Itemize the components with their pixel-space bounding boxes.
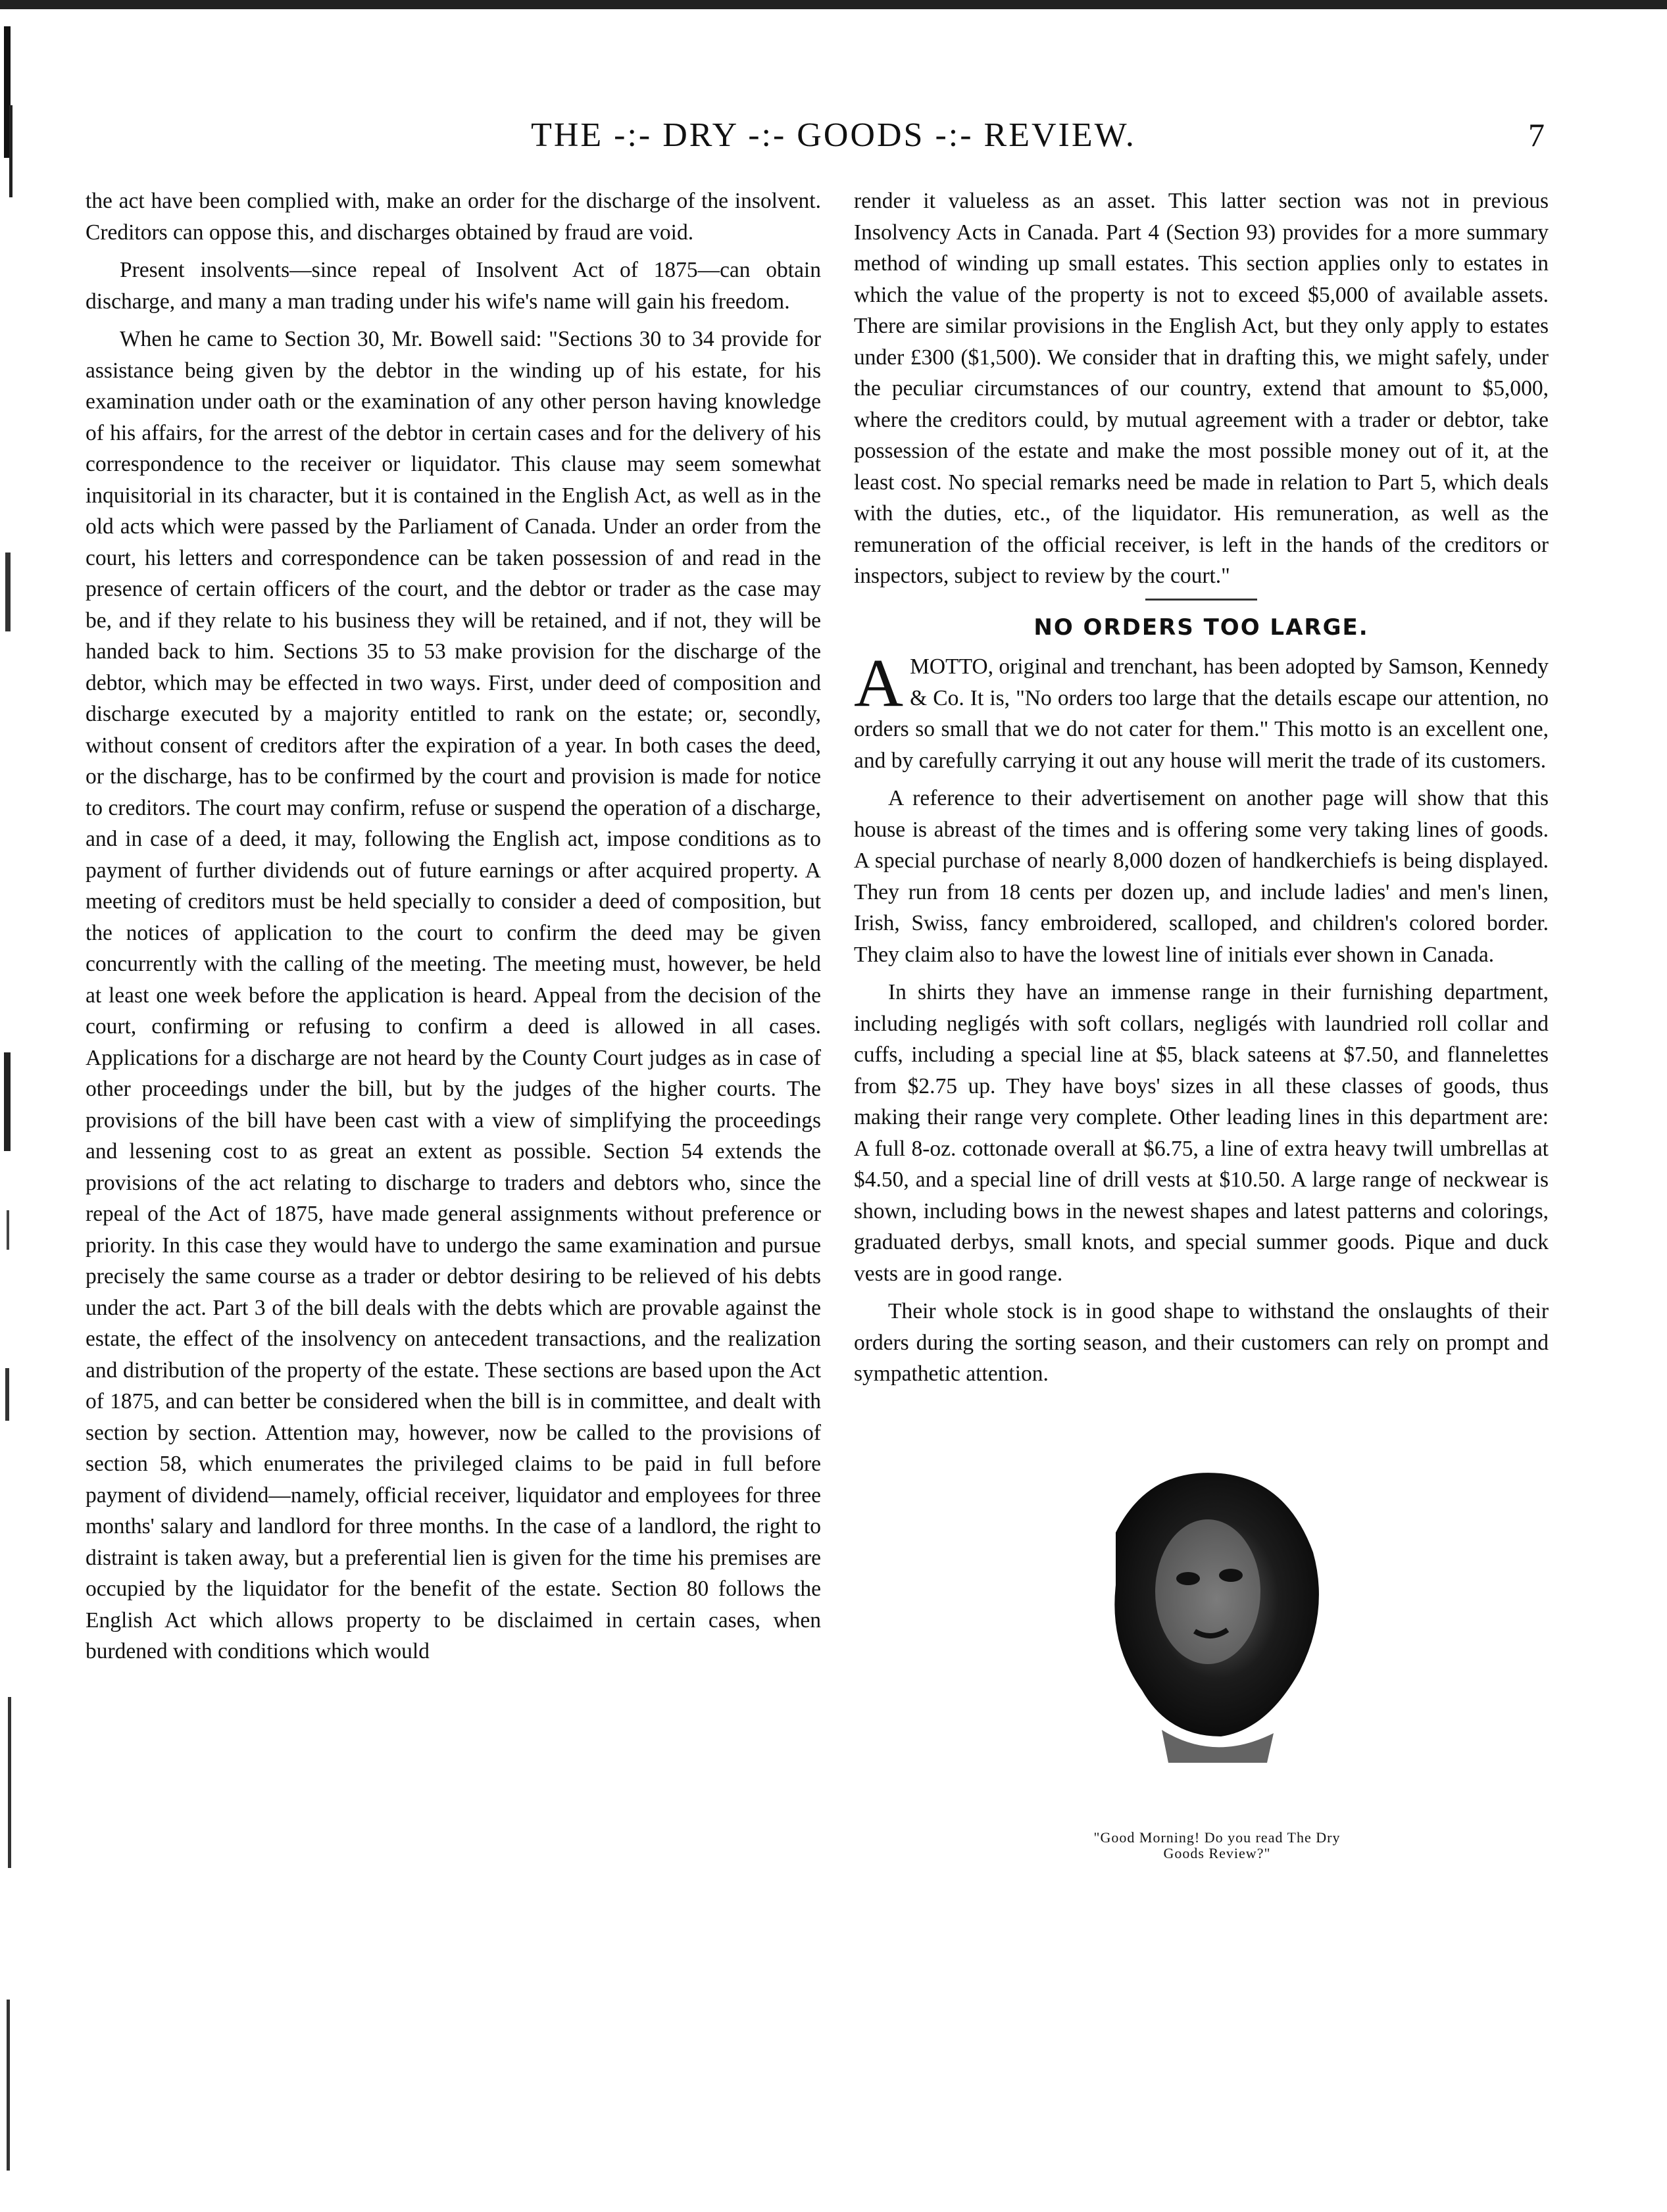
body-paragraph: A reference to their advertisement on another page will show that this house is abreast of the times and is offering some very taking lines of goods. A special purchase of nearly 8,000 dozen of handkerchiefs is being displayed. They run from 18 cents per dozen up, and include ladies' and men's linen, Irish, Swiss, fancy embroidered, scalloped, and children's colored border. They claim also to have the lowest line of initials ever shown in Canada.: [854, 786, 1549, 967]
body-paragraph: Present insolvents—since repeal of Insolvent Act of 1875—can obtain discharge, and many a man trading under his wife's name will gain his freedom.: [86, 258, 821, 314]
section-divider: [1145, 599, 1257, 601]
body-paragraph: In shirts they have an immense range in their furnishing department, including negligés with soft collars, negligés with laundried roll collar and cuffs, including a special line at $5, black sateens at $7.50, and flannelettes from $2.75 up. They have boys' sizes in all these classes of goods, thus making their range very complete. Other leading lines in this department are: A full 8-oz. cottonade overall at $6.75, a line of extra heavy twill umbrellas at $4.50, and a special line of drill vests at $10.50. A large range of neckwear is shown, including bows in the newest shapes and latest patterns and colorings, graduated derbys, small knots, and special summer goods. Pique and duck vests are in good range.: [854, 980, 1549, 1286]
article-heading: NO ORDERS TOO LARGE.: [1033, 614, 1369, 641]
binding-edge-marks: [0, 13, 30, 2184]
body-paragraph: render it valueless as an asset. This latter section was not in previous Insolvency Acts in Canada. Part 4 (Section 93) provides for a more summary method of winding up small estates. This section applies only to estates in which the value of the property is not to exceed $5,000 of available assets. There are similar provisions in the English Act, but they only apply to estates under £300 ($1,500). We consider that in drafting this, we might safely, under the peculiar circumstances of our country, extend that amount to $5,000, where the creditors could, by mutual agreement with a trader or debtor, take possession of the estate and make the most possible money out of it, at the least cost. No special remarks need be made in relation to Part 5, which deals with the duties, etc., of the liquidator. His remuneration, as well as the remuneration of the official receiver, is left in the hands of the creditors or inspectors, subject to review by the court.": [854, 189, 1549, 588]
left-column: [86, 185, 821, 1674]
publication-title: THE -:- DRY -:- GOODS -:- REVIEW.: [531, 116, 1136, 154]
top-border-line: [0, 0, 1667, 9]
caption-line: "Good Morning! Do you read The Dry: [1093, 1829, 1341, 1846]
body-paragraph: the act have been complied with, make an order for the discharge of the insolvent. Creditors can oppose this, and discharges obtained by fraud are void.: [86, 189, 821, 245]
article-lead-paragraph: [854, 645, 1549, 776]
drop-cap: A: [854, 645, 904, 721]
illustration-caption: [1026, 1830, 1408, 1861]
right-column: [854, 185, 1549, 1396]
running-header: [0, 116, 1667, 168]
page-number: 7: [1528, 116, 1545, 153]
body-paragraph: Their whole stock is in good shape to withstand the onslaughts of their orders during the sorting season, and their customers can rely on prompt and sympathetic attention.: [854, 1299, 1549, 1386]
body-paragraph: When he came to Section 30, Mr. Bowell said: "Sections 30 to 34 provide for assistance being given by the debtor in the winding up of his estate, for his examination under oath or the examination of any other person having knowledge of his affairs, for the arrest of the debtor in certain cases and for the delivery of his correspondence to the receiver or liquidator. This clause may seem somewhat inquisitorial in its character, but it is contained in the English Act, as well as in the old acts which were passed by the Parliament of Canada. Under an order from the court, his letters and correspondence can be taken possession of and read in the presence of certain officers of the court, and the debtor or trader as the case may be, and if they relate to his business they will be retained, and if not, they will be handed back to him. Sections 35 to 53 make provision for the discharge of the debtor, which may be effected in two ways. First, under deed of composition and discharge executed by a majority entitled to rank on the estate; or, secondly, without consent of creditors after the expiration of a year. In both cases the deed, or the discharge, has to be confirmed by the court and provision is made for notice to creditors. The court may confirm, refuse or suspend the operation of a discharge, and in case of a deed, it may, following the English act, impose conditions as to payment of further dividends out of future earnings or after acquired property. A meeting of creditors must be held specially to consider a deed of composition, but the notices of application to the court to confirm the deed may be given concurrently with the calling of the meeting. The meeting must, however, be held at least one week before the application is heard. Appeal from the decision of the court, confirming or refusing to confirm a deed is allowed in all cases. Applications for a discharge are not heard by the County Court judges as in case of other proceedings under the bill, but by the judges of the higher courts. The provisions of the bill have been cast with a view of simplifying the proceedings and lessening cost to as great an extent as possible. Section 54 extends the provisions of the act relating to discharge to traders and debtors who, since the repeal of the Act of 1875, have made general assignments without preference or priority. In this case they would have to undergo the same examination and pursue precisely the same course as a trader or debtor desiring to be relieved of his debts under the act. Part 3 of the bill deals with the debts which are provable against the estate, the effect of the insolvency on antecedent transactions, and the realization and distribution of the property of the estate. These sections are based upon the Act of 1875, and can better be considered when the bill is in committee, and dealt with section by section. Attention may, however, now be called to the provisions of section 58, which enumerates the privileged claims to be paid in full before payment of dividend—namely, official receiver, liquidator and employees for three months' salary and landlord for three months. In the case of a landlord, the right to distraint is taken away, but a preferential lien is given for the time his premises are occupied by the liquidator for the benefit of the estate. Section 80 follows the English Act which allows property to be disclaimed in certain cases, when burdened with conditions which would: [86, 327, 821, 1663]
caption-line: Goods Review?": [1163, 1845, 1271, 1861]
lead-text: MOTTO, original and trenchant, has been adopted by Samson, Kennedy & Co. It is, "No orders too large that the details escape our attention, no orders so small that we do not cater for them." This motto is an excellent one, and by carefully carrying it out any house will merit the trade of its customers.: [854, 654, 1549, 773]
portrait-illustration: [1070, 1454, 1359, 1769]
